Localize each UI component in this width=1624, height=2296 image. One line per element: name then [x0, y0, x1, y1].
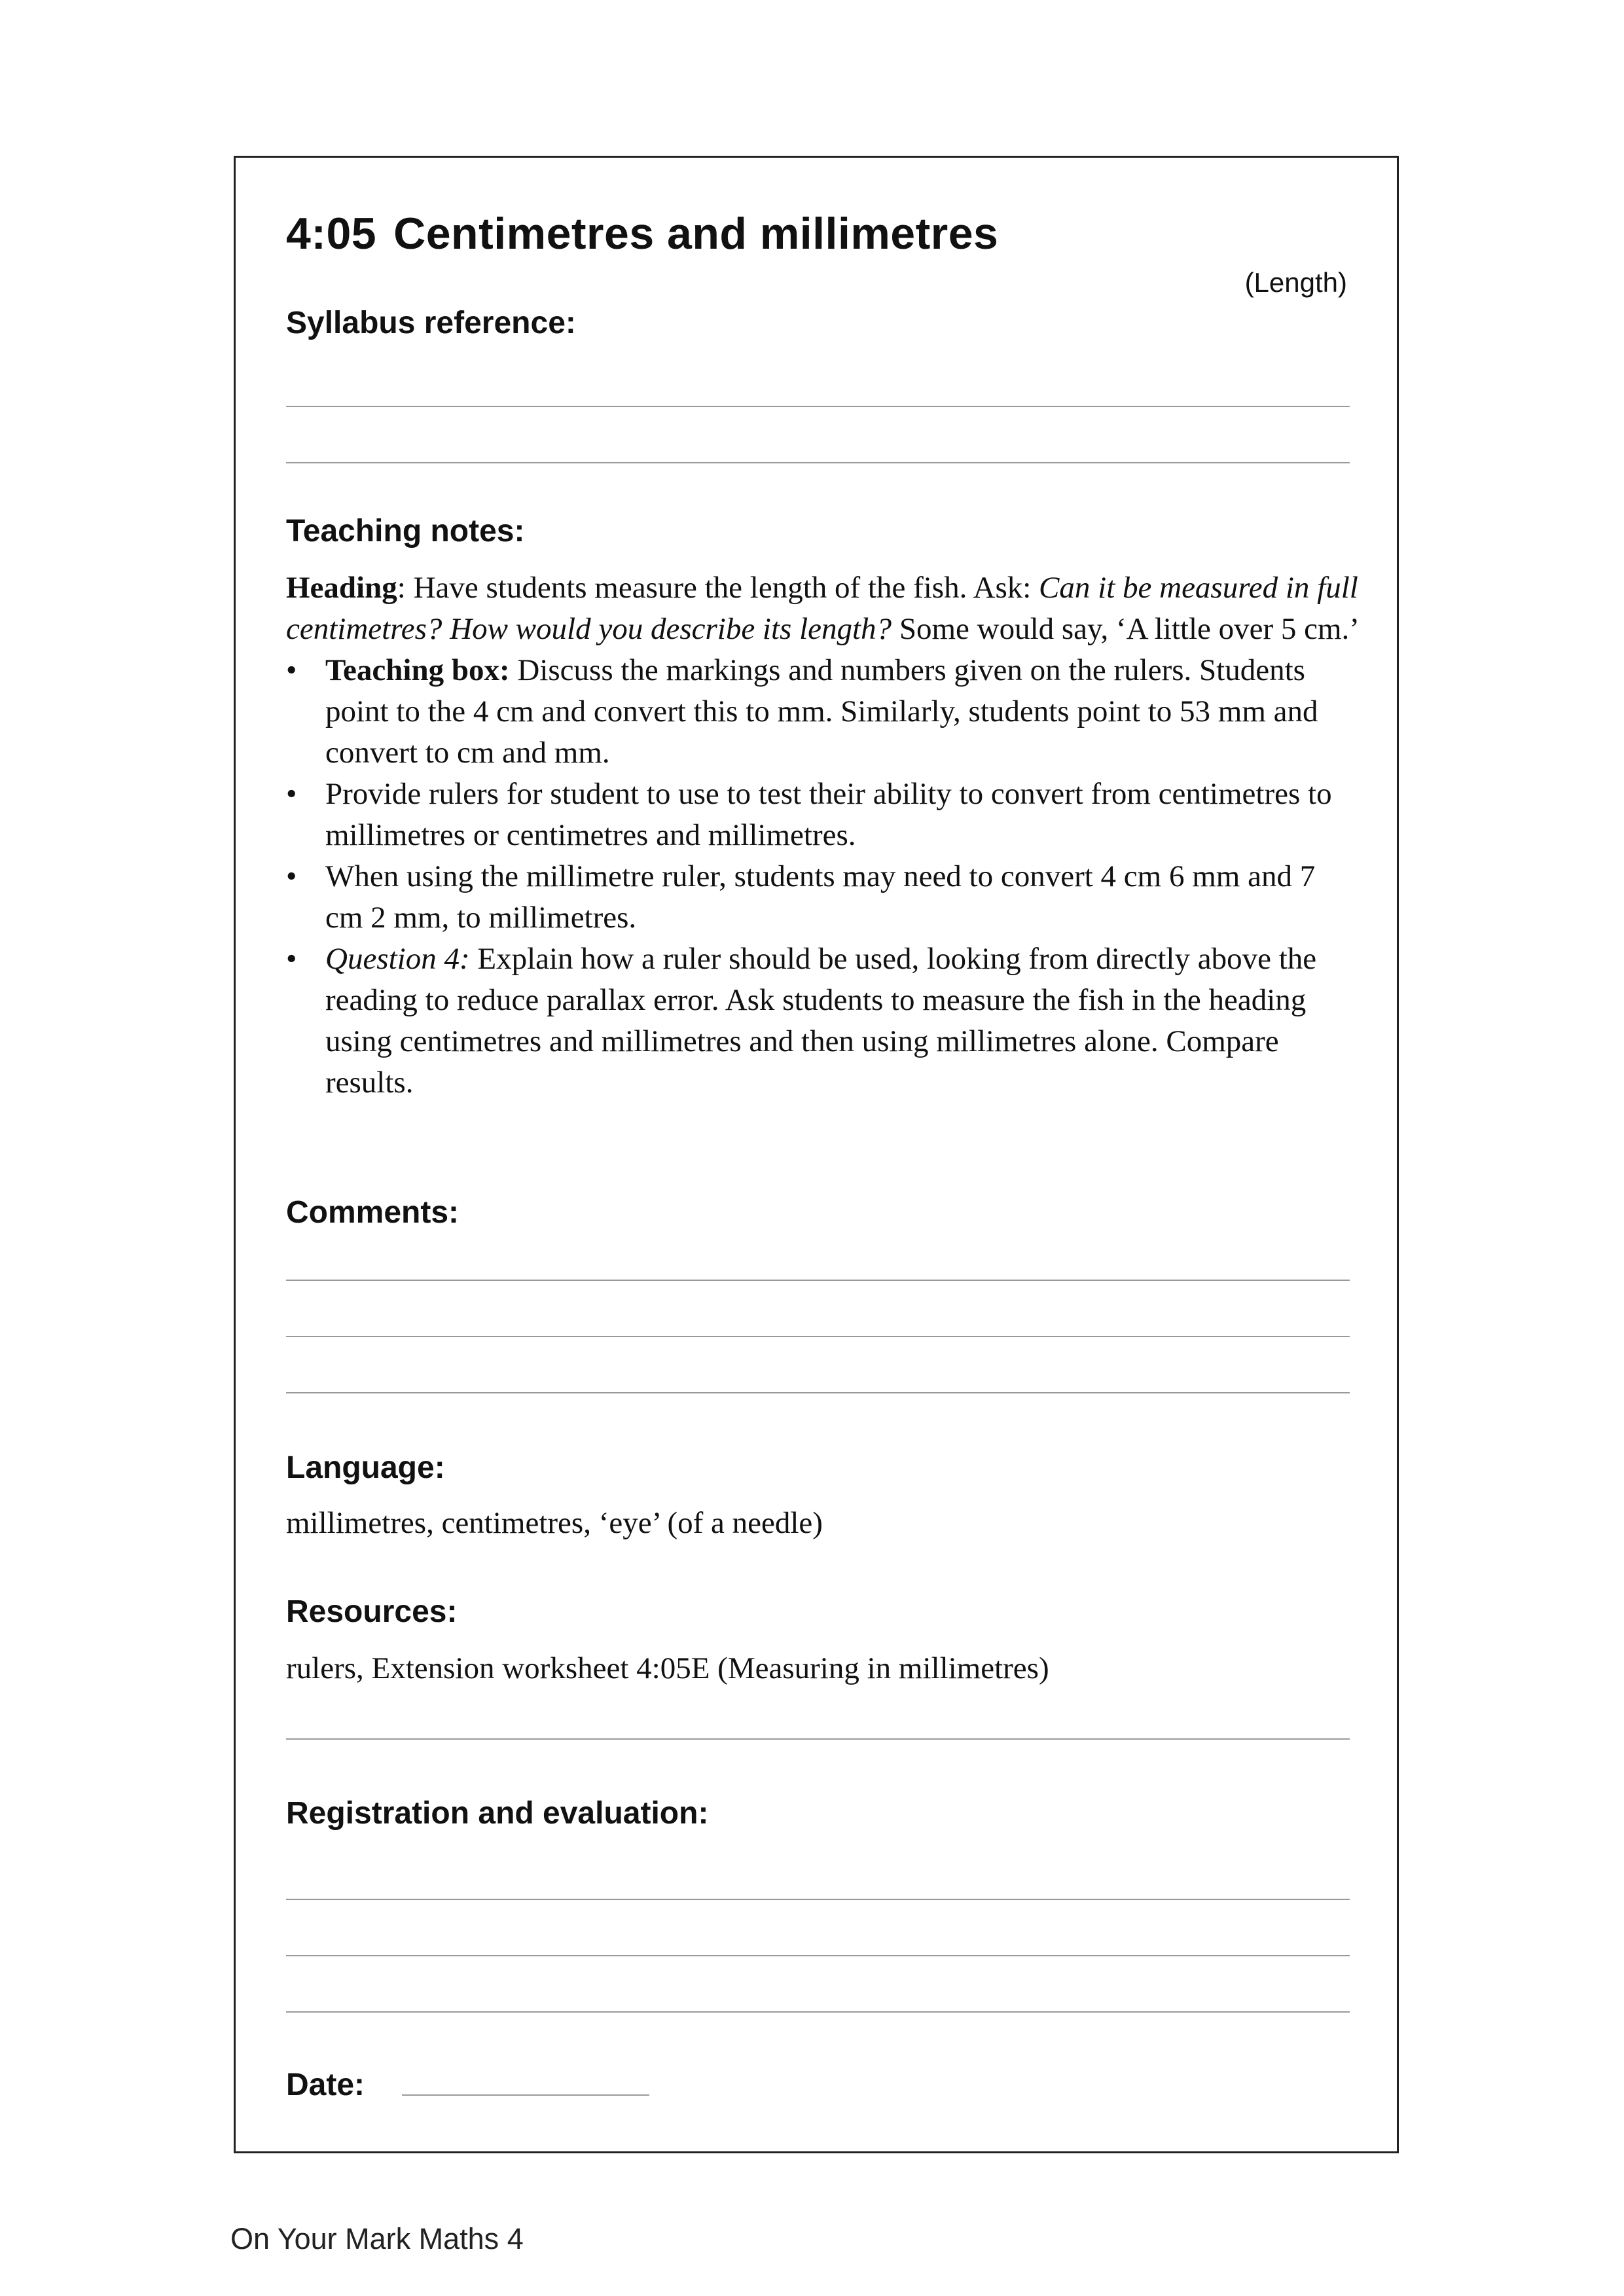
- list-item: [286, 650, 1360, 774]
- page-border: [234, 156, 1399, 2153]
- bullet-label: Question 4:: [325, 942, 470, 976]
- bullet-icon: •: [286, 653, 297, 687]
- syllabus-line-1: [286, 406, 1350, 407]
- registration-line-3: [286, 2011, 1350, 2013]
- bullet-text: When using the millimetre ruler, students may need to convert 4 cm 6 mm and 7 cm 2 mm, to millimetres.: [325, 859, 1316, 935]
- bullet-text: Explain how a ruler should be used, looking from directly above the reading to reduce parallax error. Ask students to measure the fish in the heading using centimetres and millimetres and then using millimetres alone. Compare results.: [325, 942, 1317, 1100]
- date-label: Date:: [286, 2068, 365, 2102]
- notes-intro-text-2: Some would say, ‘A little over 5 cm.’: [892, 612, 1360, 646]
- bullet-icon: •: [286, 942, 297, 976]
- list-item: [286, 774, 1360, 856]
- teaching-notes-heading: Teaching notes:: [286, 514, 525, 548]
- page-title: [286, 208, 998, 259]
- language-text: millimetres, centimetres, ‘eye’ (of a needle): [286, 1506, 823, 1540]
- registration-heading: Registration and evaluation:: [286, 1796, 709, 1831]
- comments-line-1: [286, 1280, 1350, 1281]
- notes-intro-question: Can it be measured in full centimetres? How would you describe its length?: [286, 571, 1358, 646]
- bullet-icon: •: [286, 777, 297, 811]
- topic-label: (Length): [1244, 267, 1347, 298]
- notes-intro-text: : Have students measure the length of the fish. Ask:: [397, 571, 1039, 605]
- bullet-label: Teaching box:: [325, 653, 510, 687]
- registration-line-2: [286, 1955, 1350, 1956]
- title-number: 4:05: [286, 209, 377, 259]
- notes-intro-label: Heading: [286, 571, 397, 605]
- resources-heading: Resources:: [286, 1594, 458, 1629]
- language-heading: Language:: [286, 1450, 445, 1485]
- title-text: Centimetres and millimetres: [393, 209, 999, 259]
- bullet-text: Discuss the markings and numbers given on the rulers. Students point to the 4 cm and convert this to mm. Similarly, students point to 53 mm and convert to cm and mm.: [325, 653, 1318, 770]
- bullet-icon: •: [286, 859, 297, 893]
- notes-intro: [286, 567, 1360, 650]
- notes-bullet-list: [286, 650, 1360, 1103]
- date-line: [402, 2094, 649, 2096]
- bullet-text: Provide rulers for student to use to test their ability to convert from centimetres to millimetres or centimetres and millimetres.: [325, 777, 1332, 852]
- teaching-notes-body: [286, 567, 1360, 1103]
- comments-heading: Comments:: [286, 1195, 460, 1230]
- list-item: [286, 939, 1360, 1103]
- comments-line-2: [286, 1336, 1350, 1337]
- list-item: [286, 856, 1360, 939]
- syllabus-heading: Syllabus reference:: [286, 306, 576, 340]
- resources-line: [286, 1738, 1350, 1740]
- registration-line-1: [286, 1899, 1350, 1900]
- resources-text: rulers, Extension worksheet 4:05E (Measuring in millimetres): [286, 1651, 1049, 1685]
- comments-line-3: [286, 1392, 1350, 1393]
- syllabus-line-2: [286, 462, 1350, 463]
- page-footer: On Your Mark Maths 4: [230, 2222, 524, 2255]
